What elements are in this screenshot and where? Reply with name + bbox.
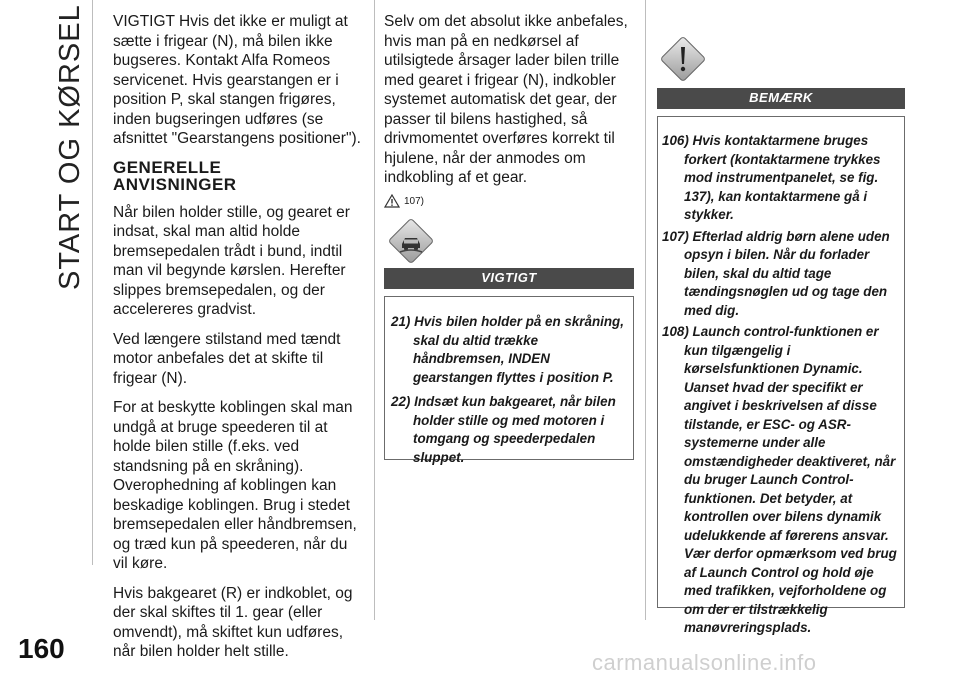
column-2 <box>384 12 636 211</box>
exclamation-warning-icon <box>660 36 706 82</box>
section-heading <box>113 159 363 193</box>
watermark: carmanualsonline.info <box>592 650 817 675</box>
note-box <box>384 296 634 465</box>
note-item <box>662 228 902 321</box>
paragraph: Hvis bakgearet (R) er indkoblet, og der skal skiftes til 1. gear (eller omvendt), må skiftet kun udføres, når bilen holder helt stille. <box>113 584 353 660</box>
reference-number: 107) <box>404 195 425 207</box>
note-item-number: 21) <box>391 314 411 329</box>
note-item-text: Hvis kontaktarmene bruges forkert (kontaktarmene trykkes mod instrumentpanelet, se fig. 137), kan kontaktarmene gå i stykker. <box>684 133 881 222</box>
note-title-bar: VIGTIGT <box>384 268 634 289</box>
paragraph: For at beskytte koblingen skal man undgå at bruge speederen til at holde bilen stille (f.eks. ved standsning på en skråning). Overophedning af koblingen kan beskadige koblingen. Brug i stedet bremsepedalen eller håndbremsen, og træd kun på speederen, når du vil køre. <box>113 399 357 572</box>
page-number: 160 <box>18 633 65 664</box>
heading-line: GENERELLE <box>113 157 222 177</box>
note-item <box>391 313 625 387</box>
note-box <box>657 116 905 635</box>
column-1 <box>113 12 363 672</box>
reference-line <box>384 192 636 212</box>
note-item-number: 106) <box>662 133 689 148</box>
note-item-number: 22) <box>391 394 411 409</box>
note-item-text: Hvis bilen holder på en skråning, skal du altid trække håndbremsen, INDEN gearstangen flyttes i position P. <box>413 314 624 385</box>
section-title: START OG KØRSEL <box>54 4 86 290</box>
paragraph: Når bilen holder stille, og gearet er indsat, skal man altid holde bremsepedalen trådt i bund, indtil man vil begynde kørslen. Herefter slippes bremsepedalen, og der accelereres gradvist. <box>113 203 350 318</box>
car-warning-icon <box>388 218 434 264</box>
paragraph: Selv om det absolut ikke anbefales, hvis man på en nedkørsel af utilsigtede årsager lader bilen trille med gearet i frigear (N), indkobler systemet automatisk det gear, der passer til bilens hastighed, så drivmomentet overføres korrekt til hjulene, når der anmodes om indkobling af et gear. <box>384 13 628 186</box>
warning-triangle-icon <box>384 194 400 208</box>
heading-line: ANVISNINGER <box>113 174 237 194</box>
paragraph: Ved længere stilstand med tændt motor anbefales det at skifte til frigear (N). <box>113 330 341 387</box>
note-item <box>662 132 902 225</box>
note-title-bar: BEMÆRK <box>657 88 905 109</box>
paragraph: VIGTIGT Hvis det ikke er muligt at sætte i frigear (N), må bilen ikke bugseres. Kontakt Alfa Romeos servicenet. Hvis gearstangen er i position P, skal stangen frigøres, inden bugseringen udføres (se afsnittet "Gearstangens positioner"). <box>113 13 361 147</box>
column-divider <box>374 0 375 620</box>
note-item-number: 108) <box>662 324 689 339</box>
note-item-text: Launch control-funktionen er kun tilgængelig i kørselsfunktionen Dynamic. Uanset hvad der specifikt er angivet i beskrivelsen af disse tilstande, er ESC- og ASR-systemerne under alle omstændigheder deaktiveret, når du bruger Launch Control-funktionen. Det betyder, at kontrollen over bilens dynamik udelukkende af førerens ansvar. Vær derfor opmærksom ved brug af Launch Control og hold øje med trafikken, vejforholdene og om der er tilstrækkelig manøvreringsplads. <box>684 324 897 635</box>
note-item-text: Indsæt kun bakgearet, når bilen holder stille og med motoren i tomgang og speederpedalen sluppet. <box>413 394 616 465</box>
note-item-text: Efterlad aldrig børn alene uden opsyn i bilen. Når du forlader bilen, skal du altid tage tændingsnøglen ud og tage den med dig. <box>684 228 890 318</box>
note-item <box>391 393 625 467</box>
column-divider <box>92 0 93 565</box>
column-divider <box>645 0 646 620</box>
note-item <box>662 323 902 638</box>
note-item-number: 107) <box>662 228 689 244</box>
